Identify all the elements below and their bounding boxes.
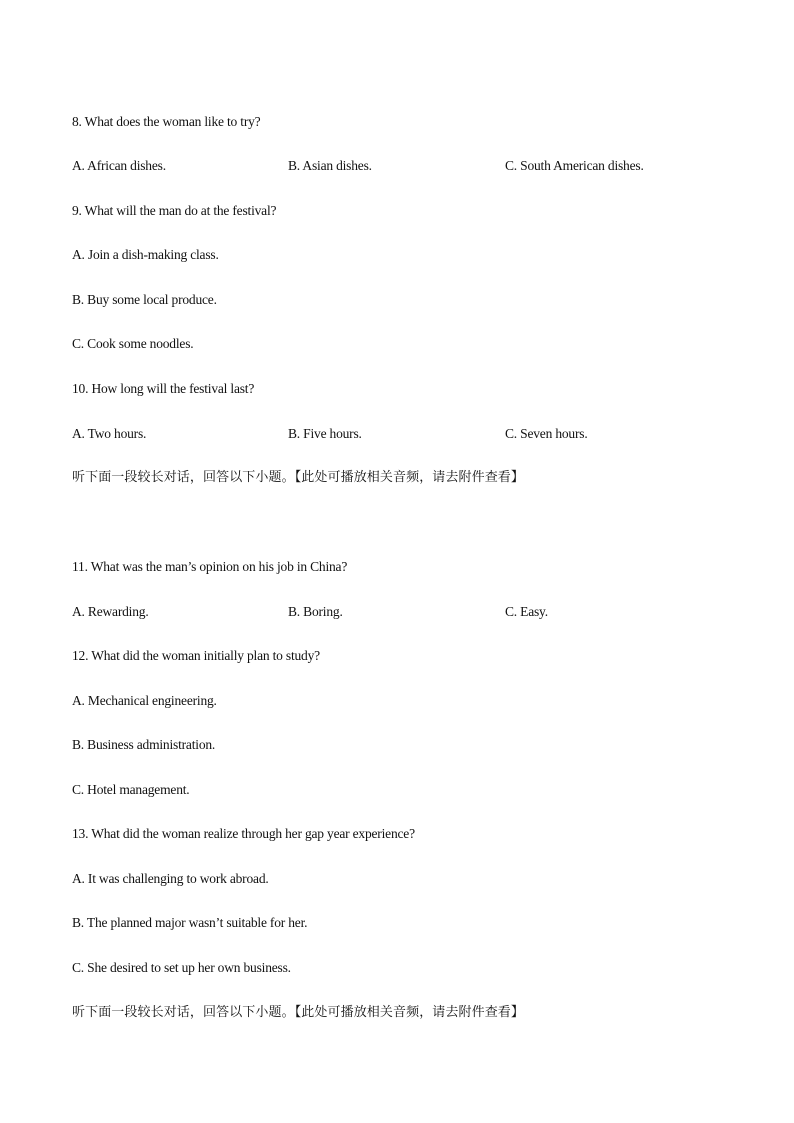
question-8-option-b: B. Asian dishes.	[288, 158, 372, 173]
question-11-option-c: C. Easy.	[505, 604, 548, 619]
question-8-option-a: A. African dishes.	[72, 158, 166, 173]
question-9-option-c: C. Cook some noodles.	[72, 336, 194, 351]
question-10-stem: 10. How long will the festival last?	[72, 381, 255, 396]
question-9-option-a: A. Join a dish-making class.	[72, 247, 219, 262]
question-11-option-a: A. Rewarding.	[72, 604, 149, 619]
question-10-option-c: C. Seven hours.	[505, 426, 588, 441]
question-8-option-c: C. South American dishes.	[505, 158, 644, 173]
listening-instruction: 听下面一段较长对话，回答以下小题。【此处可播放相关音频，请去附件查看】	[72, 1005, 525, 1020]
question-11-option-b: B. Boring.	[288, 604, 343, 619]
question-10-option-a: A. Two hours.	[72, 426, 147, 441]
question-12-option-b: B. Business administration.	[72, 737, 216, 752]
question-13-stem: 13. What did the woman realize through her gap year experience?	[72, 826, 415, 841]
question-13-option-a: A. It was challenging to work abroad.	[72, 871, 269, 886]
question-9-stem: 9. What will the man do at the festival?	[72, 203, 277, 218]
question-11-stem: 11. What was the man’s opinion on his job in China?	[72, 559, 348, 574]
question-8-stem: 8. What does the woman like to try?	[72, 114, 261, 129]
question-10-option-b: B. Five hours.	[288, 426, 362, 441]
question-12-option-a: A. Mechanical engineering.	[72, 693, 217, 708]
listening-instruction: 听下面一段较长对话，回答以下小题。【此处可播放相关音频，请去附件查看】	[72, 470, 525, 485]
question-9-option-b: B. Buy some local produce.	[72, 292, 217, 307]
question-13-option-c: C. She desired to set up her own business.	[72, 960, 291, 975]
question-12-stem: 12. What did the woman initially plan to study?	[72, 648, 320, 663]
question-12-option-c: C. Hotel management.	[72, 782, 190, 797]
question-13-option-b: B. The planned major wasn’t suitable for her.	[72, 915, 308, 930]
